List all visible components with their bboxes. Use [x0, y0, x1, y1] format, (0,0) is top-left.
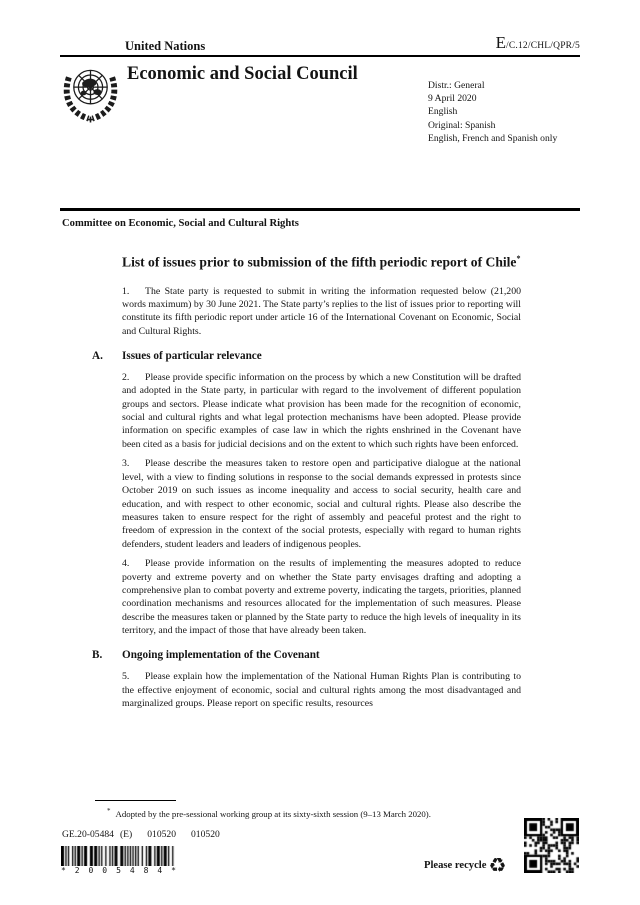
issue-code-1: 010520 [147, 829, 176, 840]
paragraph-text: Please explain how the implementation of the National Human Rights Plan is contributing to the effective enjoyment of economic, social and cultural rights among the most disadvantaged and marginalized groups. Please report on specific results, resources [122, 671, 521, 710]
paragraph-1 [122, 285, 521, 338]
recycle-note [424, 853, 506, 877]
council-title: Economic and Social Council [127, 64, 358, 84]
paragraph-5 [122, 670, 521, 710]
barcode-char: * [61, 866, 66, 875]
language-line: English [428, 106, 458, 118]
page-title-text: List of issues prior to submission of the fifth periodic report of Chile [122, 254, 517, 270]
paragraph-number: 5. [122, 671, 130, 683]
paragraph-number: 4. [122, 558, 130, 570]
title-footnote-marker: * [516, 254, 521, 263]
section-heading-text: Issues of particular relevance [122, 349, 262, 362]
paragraph-number: 1. [122, 285, 130, 297]
paragraph-2 [122, 371, 521, 451]
paragraph-number: 3. [122, 458, 130, 470]
distribution-block [428, 79, 593, 145]
issue-code-2: 010520 [191, 829, 220, 840]
barcode-char: * [171, 866, 176, 875]
barcode-char: 8 [143, 866, 149, 875]
recycle-label: Please recycle [424, 860, 487, 871]
language-code: (E) [119, 829, 133, 840]
paragraph-text: Please provide information on the results of implementing the measures adopted to reduce poverty and extreme poverty and on whether the State party envisages drafting and adopting a comprehensive plan to combat poverty and extreme poverty, indicating the targets, priorities, planned coordination mechanisms and resources allocated for the implementation of such measures. Please describe the measures taken or planned by the State party to reduce the high levels of inequality in its territory, and the impact of those that have already been taken. [122, 558, 521, 637]
ge-number: GE.20-05484 [62, 829, 114, 840]
document-reference [62, 829, 220, 840]
footnote-marker: * [107, 807, 111, 815]
recycle-icon: ♻ [488, 853, 507, 877]
section-a-heading [92, 349, 521, 362]
footnote-text: Adopted by the pre-sessional working group at its sixty-sixth session (9–13 March 2020). [115, 808, 431, 819]
section-b-heading [92, 649, 521, 662]
paragraph-text: Please provide specific information on the process by which a new Constitution will be drafted and adopted in the State party, in particular with regard to the involvement of different population groups and sectors. Please indicate what provision has been made for the recognition of economic, social and cultural rights and what legal protection mechanisms have been adopted. Please provide information on specific examples of case law in which the rights enshrined in the Covenant have been cited as a basis for judicial decisions and on the extent to which such rights have been enforced. [122, 371, 521, 450]
page-title [122, 250, 524, 272]
section-letter: A. [92, 349, 103, 362]
barcode-char: 0 [102, 866, 108, 875]
committee-name: Committee on Economic, Social and Cultural Rights [62, 218, 299, 229]
paragraph-3 [122, 457, 521, 550]
document-symbol-number: /C.12/CHL/QPR/5 [506, 41, 580, 51]
org-name: United Nations [125, 39, 206, 53]
footnote-divider [95, 800, 176, 801]
qr-code [524, 818, 579, 873]
body-column [92, 250, 521, 717]
barcode-char: 5 [116, 866, 121, 875]
distr-line: Distr.: General [428, 80, 485, 91]
paragraph-number: 2. [122, 371, 130, 383]
original-language-line: Original: Spanish [428, 119, 496, 131]
document-symbol [496, 33, 580, 53]
paragraph-text: The State party is requested to submit in writing the information requested below (21,200 words maximum) by 30 June 2021. The State party’s replies to the list of issues prior to reporting will constitute its fifth periodic report under article 16 of the International Covenant on Economic, Social and Cultural Rights. [122, 285, 521, 337]
barcode-char: 0 [88, 866, 94, 875]
footnote [95, 806, 547, 820]
un-emblem-icon [61, 61, 120, 125]
barcode-char: 2 [74, 866, 80, 875]
paragraph-4 [122, 557, 521, 637]
availability-line: English, French and Spanish only [428, 132, 558, 144]
barcode [61, 846, 176, 866]
barcode-text [61, 866, 176, 875]
barcode-char: 4 [157, 866, 163, 875]
paragraph-text: Please describe the measures taken to restore open and participative dialogue at the national level, with a view to finding solutions in response to the social demands expressed in protests since October 2019 on such issues as income inequality and access to social security, health care and education, and with respect to other economic, social and cultural rights. Please also describe the measures taken to ensure respect for the right of assembly and peaceful protest and the right to freedom of expression in the context of the social protests, especially with regard to human rights defenders, student leaders and leaders of indigenous peoples. [122, 458, 521, 550]
section-letter: B. [92, 649, 103, 662]
document-symbol-series: E [495, 33, 506, 52]
date-line: 9 April 2020 [428, 93, 477, 105]
masthead-divider [60, 55, 580, 57]
barcode-char: 4 [129, 866, 135, 875]
section-heading-text: Ongoing implementation of the Covenant [122, 649, 320, 662]
section-divider [60, 208, 580, 211]
